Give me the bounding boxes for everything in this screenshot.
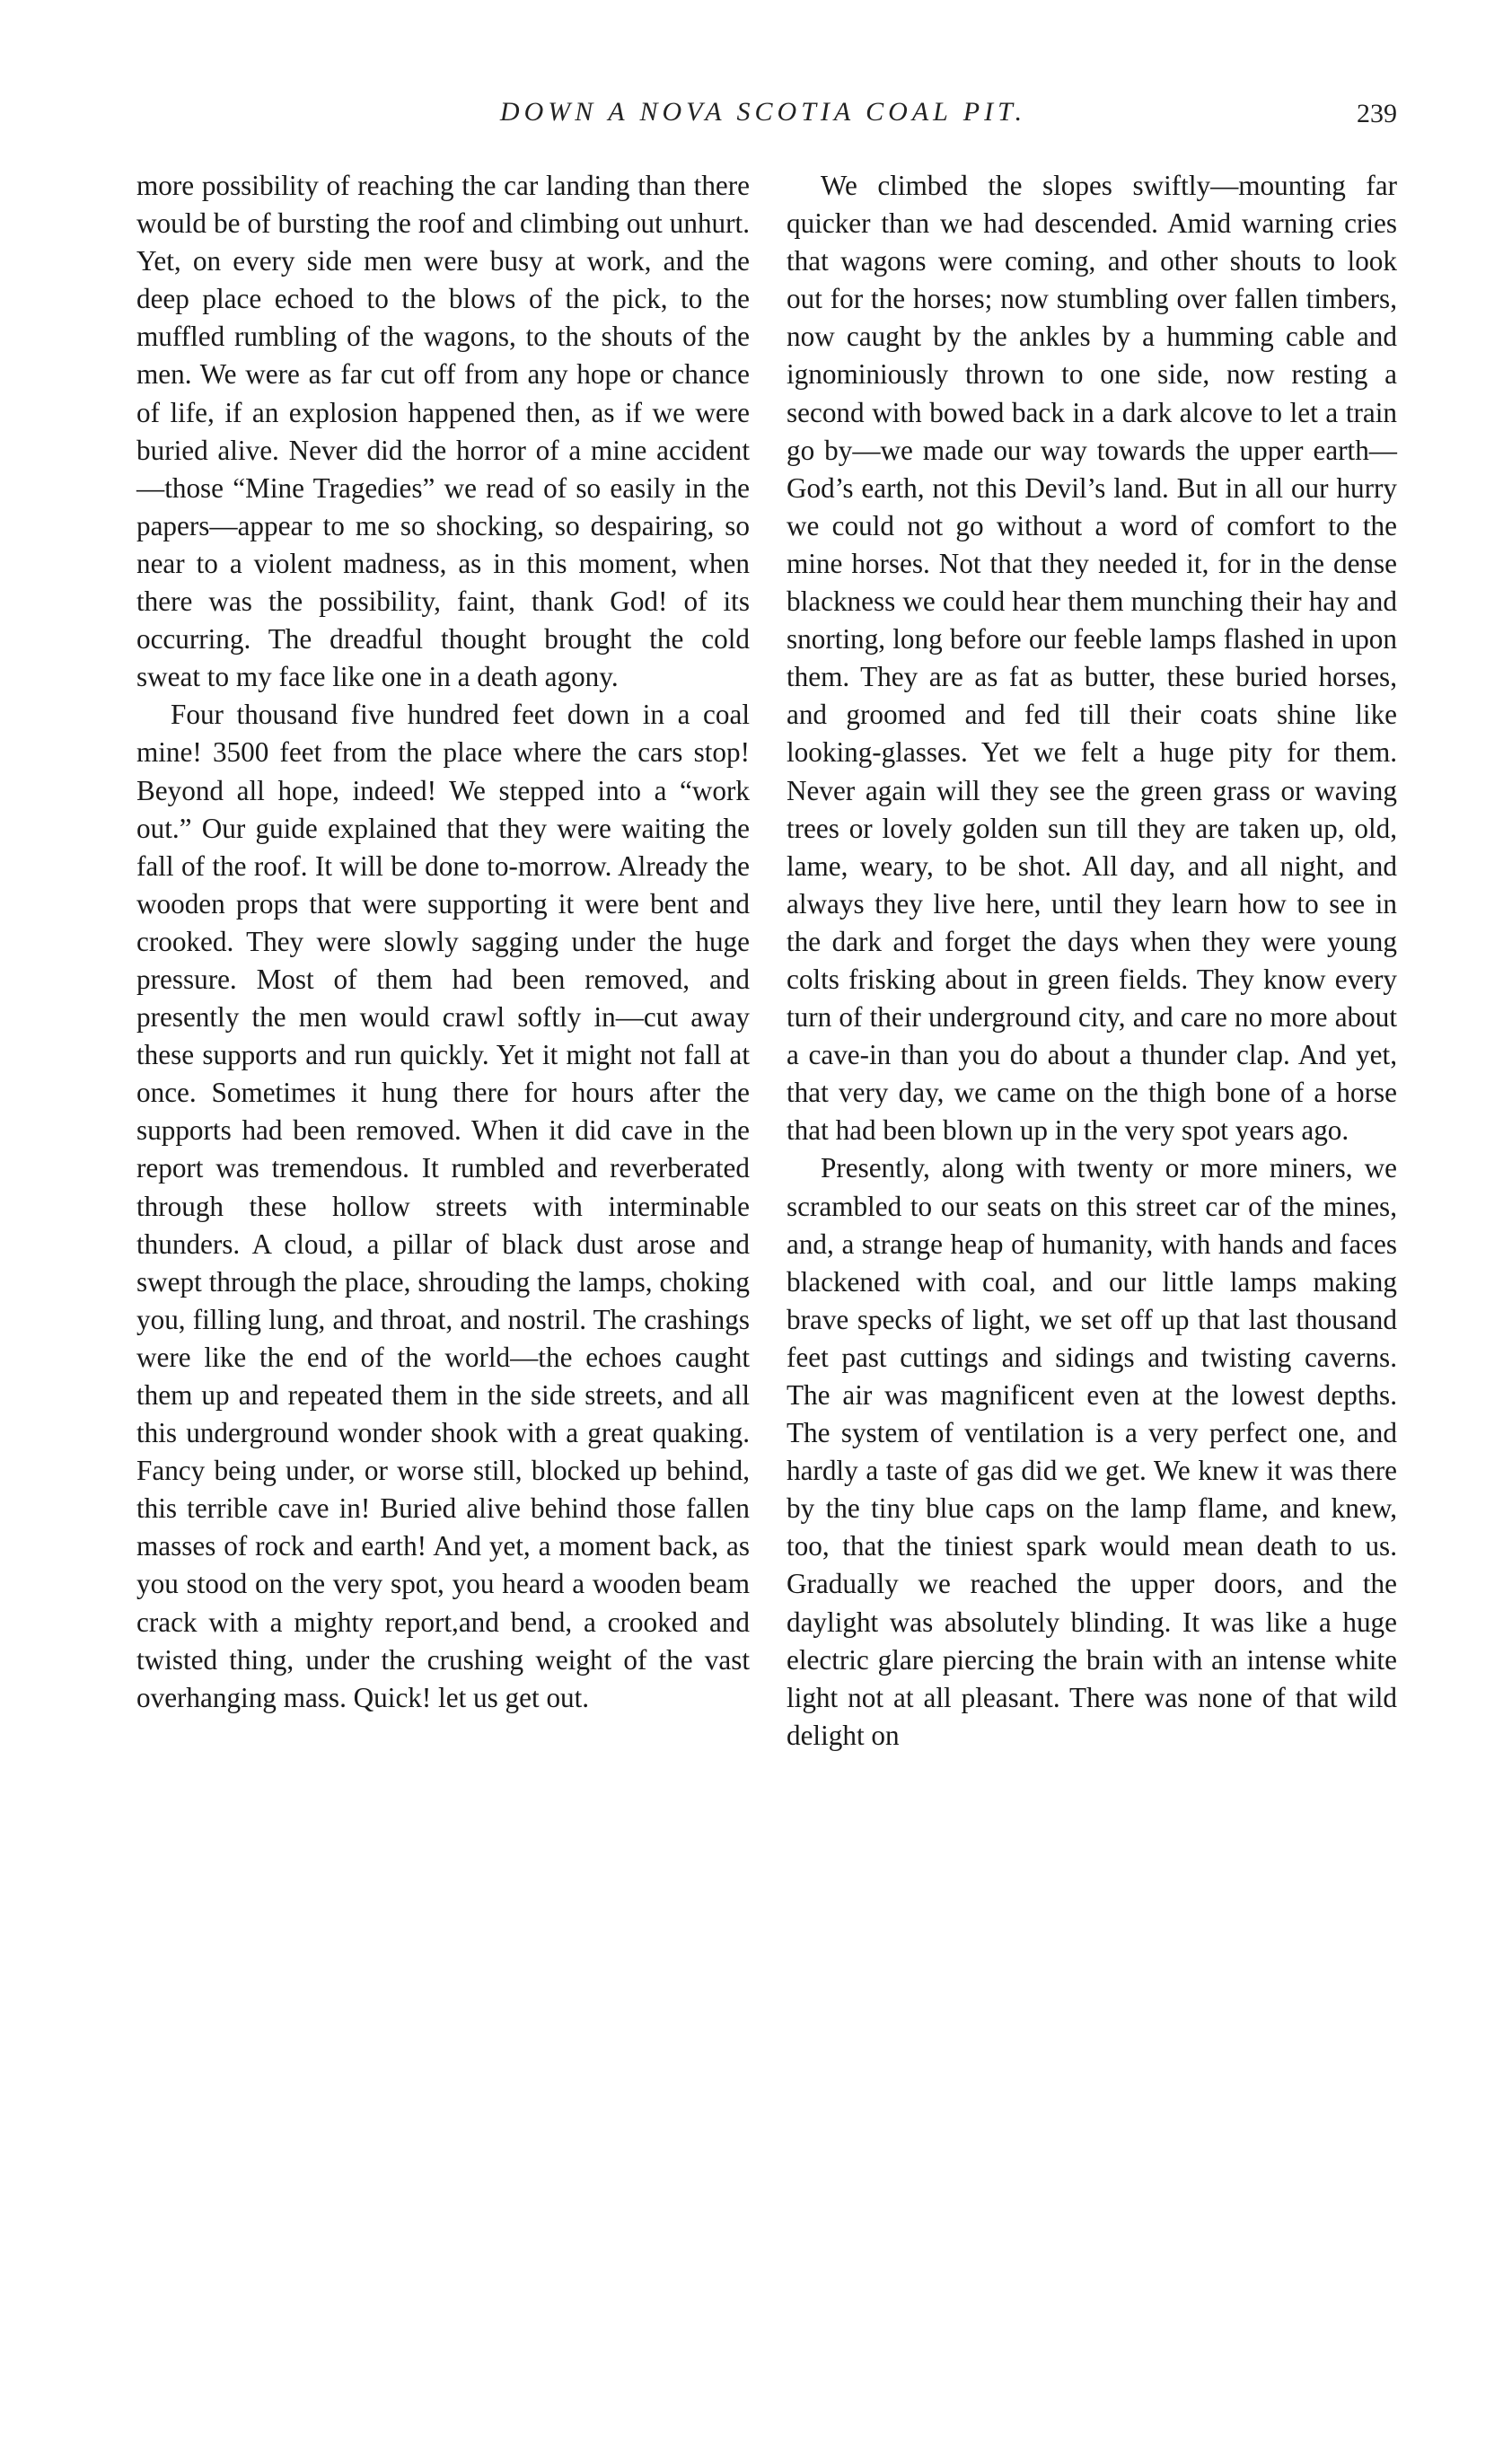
paragraph: We climbed the slopes swiftly—mounting far quicker than we had descended. Amid warning cries that wagons were coming, and other shouts to look out for the horses; now stumbling over fallen timbers, now caught by the ankles by a humming cable and ignominiously thrown to one side, now resting a second with bowed back in a dark alcove to let a train go by—we made our way towards the upper earth—God’s earth, not this Devil’s land. But in all our hurry we could not go without a word of comfort to the mine horses. Not that they needed it, for in the dense blackness we could hear them munching their hay and snorting, long before our feeble lamps flashed in upon them. They are as fat as butter, these buried horses, and groomed and fed till their coats shine like looking-glasses. Yet we felt a huge pity for them. Never again will they see the green grass or waving trees or lovely golden sun till they are taken up, old, lame, weary, to be shot. All day, and all night, and always they live here, until they learn how to see in the dark and forget the days when they were young colts frisking about in green fields. They know every turn of their underground city, and care no more about a cave-in than you do about a thunder clap. And yet, that very day, we came on the thigh bone of a horse that had been blown up in the very spot years ago. — [787, 170, 1397, 1147]
paragraph: more possibility of reaching the car landing than there would be of bursting the roof and climbing out unhurt. Yet, on every side men were busy at work, and the deep place echoed to the blows of the pick, to the muffled rumbling of the wagons, to the shouts of the men. We were as far cut off from any hope or chance of life, if an explosion happened then, as if we were buried alive. Never did the horror of a mine accident—those “Mine Tragedies” we read of so easily in the papers—appear to me so shocking, so despairing, so near to a violent madness, as in this moment, when there was the possibility, faint, thank God! of its occurring. The dreadful thought brought the cold sweat to my face like one in a death agony. — [136, 170, 750, 693]
page-number: 239 — [1357, 99, 1397, 128]
left-column — [136, 167, 750, 1717]
running-title: DOWN A NOVA SCOTIA COAL PIT. — [499, 97, 1027, 127]
right-column — [787, 167, 1397, 1755]
paragraph: Four thousand five hundred feet down in a coal mine! 3500 feet from the place where the cars stop! Beyond all hope, indeed! We stepped into a “work out.” Our guide explained that they were waiting the fall of the roof. It will be done to-morrow. Already the wooden props that were supporting it were bent and crooked. They were slowly sagging under the huge pressure. Most of them had been removed, and presently the men would crawl softly in—cut away these supports and run quickly. Yet it might not fall at once. Sometimes it hung there for hours after the supports had been removed. When it did cave in the report was tremendous. It rumbled and reverberated through these hollow streets with interminable thunders. A cloud, a pillar of black dust arose and swept through the place, shrouding the lamps, choking you, filling lung, and throat, and nostril. The crashings were like the end of the world—the echoes caught them up and repeated them in the side streets, and all this underground wonder shook with a great quaking. Fancy being under, or worse still, blocked up behind, this terrible cave in! Buried alive behind those fallen masses of rock and earth! And yet, a moment back, as you stood on the very spot, you heard a wooden beam crack with a mighty report,and bend, a crooked and twisted thing, under the crushing weight of the vast overhanging mass. Quick! let us get out. — [136, 699, 750, 1713]
paragraph: Presently, along with twenty or more miners, we scrambled to our seats on this street car of the mines, and, a strange heap of humanity, with hands and faces blackened with coal, and our little lamps making brave specks of light, we set off up that last thousand feet past cuttings and sidings and twisting caverns. The air was magnificent even at the lowest depths. The system of ventilation is a very perfect one, and hardly a taste of gas did we get. We knew it was there by the tiny blue caps on the lamp flame, and knew, too, that the tiniest spark would mean death to us. Gradually we reached the upper doors, and the daylight was absolutely blinding. It was like a huge electric glare piercing the brain with an intense white light not at all pleasant. There was none of that wild delight on — [787, 1152, 1397, 1751]
